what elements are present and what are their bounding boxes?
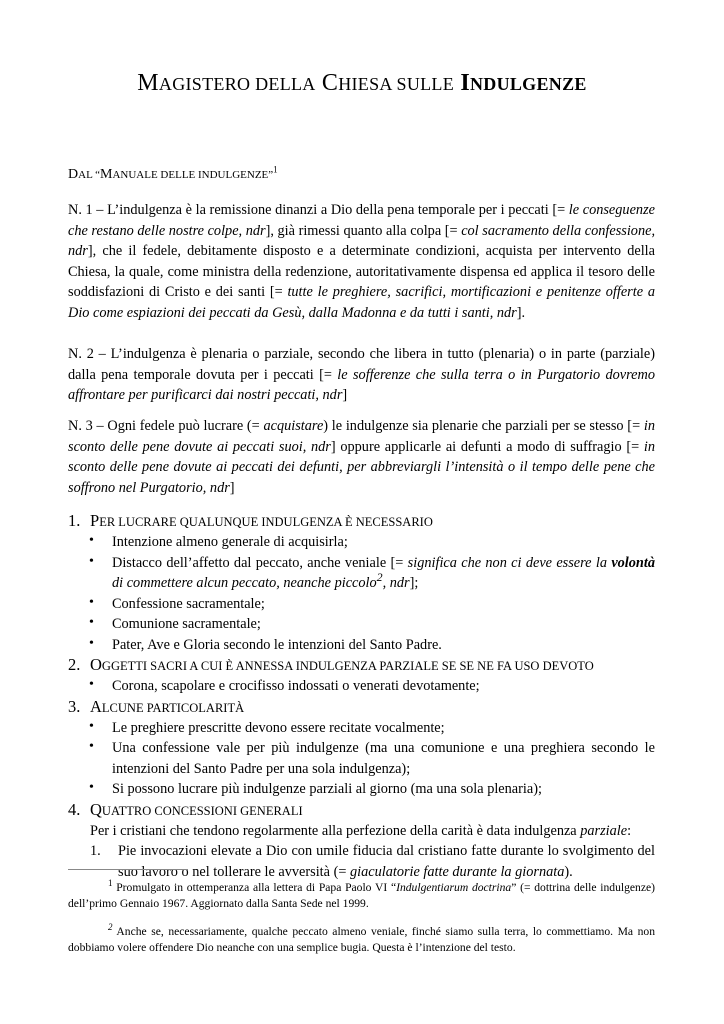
text: N. 3 – Ogni fedele può lucrare (= <box>68 418 264 434</box>
heading-text: ER LUCRARE QUALUNQUE INDULGENZA È NECESSARIO <box>99 515 433 529</box>
italic-note: , ndr <box>382 575 410 591</box>
list-item <box>68 779 655 800</box>
italic-note: parziale <box>580 822 628 839</box>
title-text: HIESA SULLE <box>338 74 455 94</box>
section-heading-1 <box>68 511 655 532</box>
bullet-icon: • <box>89 615 94 630</box>
text: ] oppure applicarle ai defunti a modo di suffragio [= <box>330 438 644 455</box>
italic-note: significa che non ci deve essere la <box>407 554 612 571</box>
heading-text: LCUNE PARTICOLARITÀ <box>101 700 245 715</box>
italic-note: in sconto delle pene dovute ai peccati dei defunti, per abbreviargli l’intensità o il tempo delle pene che soffrono nel Purgatorio, ndr <box>68 438 655 496</box>
italic-note: giaculatorie fatte durante la giornata <box>349 863 565 880</box>
italic-note: acquistare <box>263 418 324 434</box>
item-text: ). <box>564 863 573 880</box>
list-number: 2. <box>68 655 81 674</box>
title-bold-word <box>460 70 586 96</box>
text: ], che il fedele, debitamente disposto e a determinate condizioni, acquista per intervento della Chiesa, la quale, come ministra della redenzione, autoritativamente dispensa ed applica il tesoro delle soddisfazioni di Cristo e dei santi [= <box>68 243 655 300</box>
text: : <box>627 822 632 839</box>
list-item <box>68 594 655 615</box>
text: ] <box>229 479 235 496</box>
item-text: Una confessione vale per più indulgenze (ma una comunione e una preghiera secondo le intenzioni del Santo Padre per una sola indulgenza); <box>112 740 655 777</box>
page-title <box>0 70 724 97</box>
heading-initial: Q <box>90 799 102 819</box>
title-initial: I <box>460 70 470 96</box>
text: ] <box>342 387 348 403</box>
title-initial: C <box>321 70 339 96</box>
italic-note: le sofferenze che sulla terra o in Purgatorio dovremo affrontare per purificarci dai nostri peccati, ndr <box>68 366 655 403</box>
item-text: Confessione sacramentale; <box>112 595 265 612</box>
paragraph-n3 <box>68 416 655 498</box>
subheading <box>68 165 655 186</box>
footnote-divider <box>68 869 188 870</box>
italic-note: tutte le preghiere, sacrifici, mortificazioni e penitenze offerte a Dio come espiazioni dei peccati da Gesù, dalla Madonna e da tutti i santi, ndr <box>68 284 655 321</box>
section-intro <box>68 821 655 842</box>
list-item <box>68 553 655 594</box>
footnote-1 <box>68 880 655 912</box>
paragraph-n1 <box>68 200 655 323</box>
list-number: 3. <box>68 696 81 716</box>
subheading-initial: M <box>100 167 113 182</box>
list-item <box>68 635 655 656</box>
heading-initial: A <box>90 696 102 716</box>
title-text: NDULGENZE <box>469 74 587 94</box>
text: ]. <box>516 304 526 321</box>
item-text: Comunione sacramentale; <box>112 616 261 632</box>
footnote-marker: 1 <box>108 878 113 889</box>
item-text: Si possono lucrare più indulgenze parziali al giorno (ma una sola plenaria); <box>112 781 542 797</box>
section-heading-3 <box>68 697 655 718</box>
footnote-ref-2[interactable]: 2 <box>376 570 383 585</box>
heading-initial: P <box>90 511 100 530</box>
list-number: 4. <box>68 799 81 819</box>
italic-note: Indulgentiarum doctrina <box>396 881 512 894</box>
subheading-text: ANUALE DELLE INDULGENZE” <box>112 169 274 181</box>
list-item <box>68 532 655 553</box>
heading-initial: O <box>90 655 102 674</box>
heading-text: UATTRO CONCESSIONI GENERALI <box>101 803 303 818</box>
subheading-text: AL “ <box>78 169 101 181</box>
bullet-icon: • <box>89 594 94 610</box>
item-text: ]; <box>409 575 419 591</box>
section-heading-4 <box>68 800 655 821</box>
list-item <box>68 614 655 635</box>
italic-note: col sacramento della confessione, ndr <box>68 222 656 259</box>
item-text: Intenzione almeno generale di acquisirla; <box>112 534 348 550</box>
italic-note: in sconto delle pene dovute ai peccati suoi, ndr <box>68 418 655 455</box>
footnote-2 <box>68 924 655 956</box>
subheading-initial: D <box>68 167 79 182</box>
bullet-icon: • <box>89 780 94 795</box>
item-text: Corona, scapolare e crocifisso indossati o venerati devotamente; <box>112 678 480 694</box>
item-number: 1. <box>90 843 101 859</box>
text: ” (= dottrina delle indulgenze) dell’primo Gennaio 1967. Aggiornato dalla Santa Sede nel 1999. <box>68 881 655 910</box>
item-text: Pie invocazioni elevate a Dio con umile fiducia dal cristiano fatte durante lo svolgimento del suo lavoro o nel tollerare le avversità (= <box>118 843 655 880</box>
numbered-item <box>68 841 655 882</box>
title-initial: M <box>137 70 159 96</box>
footnote-marker: 2 <box>108 922 113 933</box>
list-item <box>68 738 655 779</box>
text: N. 2 – L’indulgenza è plenaria o parziale, secondo che libera in tutto (plenaria) o in parte (parziale) dalla pena temporale dovuta per i peccati [= <box>68 346 655 383</box>
bold-italic-word: volontà <box>611 554 655 571</box>
bullet-icon: • <box>89 739 94 754</box>
text: ], già rimessi quanto alla colpa [= <box>265 222 462 239</box>
bullet-icon: • <box>89 718 94 734</box>
italic-note: di commettere alcun peccato, neanche piccolo <box>112 575 377 591</box>
list-item <box>68 718 655 739</box>
item-text: Pater, Ave e Gloria secondo le intenzioni del Santo Padre. <box>112 636 442 653</box>
paragraph-n2 <box>68 344 655 406</box>
footnote-ref-1[interactable]: 1 <box>273 164 278 175</box>
text: Anche se, necessariamente, qualche peccato almeno veniale, finché siamo sulla terra, lo commettiamo. Ma non dobbiamo volere offendere Dio neanche con una semplice bugia. Questa è l’intenzione del testo. <box>68 925 655 954</box>
bullet-icon: • <box>89 553 94 569</box>
section-heading-2 <box>68 655 655 676</box>
bullet-icon: • <box>89 677 94 692</box>
numbered-list <box>68 511 655 882</box>
heading-text: GGETTI SACRI A CUI È ANNESSA INDULGENZA PARZIALE SE SE NE FA USO DEVOTO <box>101 659 594 673</box>
italic-note: le conseguenze che restano delle nostre colpe, ndr <box>68 202 655 239</box>
text: Per i cristiani che tendono regolarmente alla perfezione della carità è data indulgenza <box>90 822 581 839</box>
bullet-icon: • <box>89 533 94 548</box>
item-text: Distacco dell’affetto dal peccato, anche veniale [= <box>112 554 408 571</box>
bullet-icon: • <box>89 635 94 651</box>
text: Promulgato in ottemperanza alla lettera di Papa Paolo VI “ <box>112 881 397 894</box>
title-text: AGISTERO DELLA <box>158 74 316 94</box>
list-item <box>68 676 655 697</box>
list-number: 1. <box>68 511 81 530</box>
text: ) le indulgenze sia plenarie che parziali per se stesso [= <box>323 418 644 434</box>
item-text: Le preghiere prescritte devono essere recitate vocalmente; <box>112 719 445 736</box>
text: N. 1 – L’indulgenza è la remissione dinanzi a Dio della pena temporale per i peccati [= <box>68 202 569 218</box>
